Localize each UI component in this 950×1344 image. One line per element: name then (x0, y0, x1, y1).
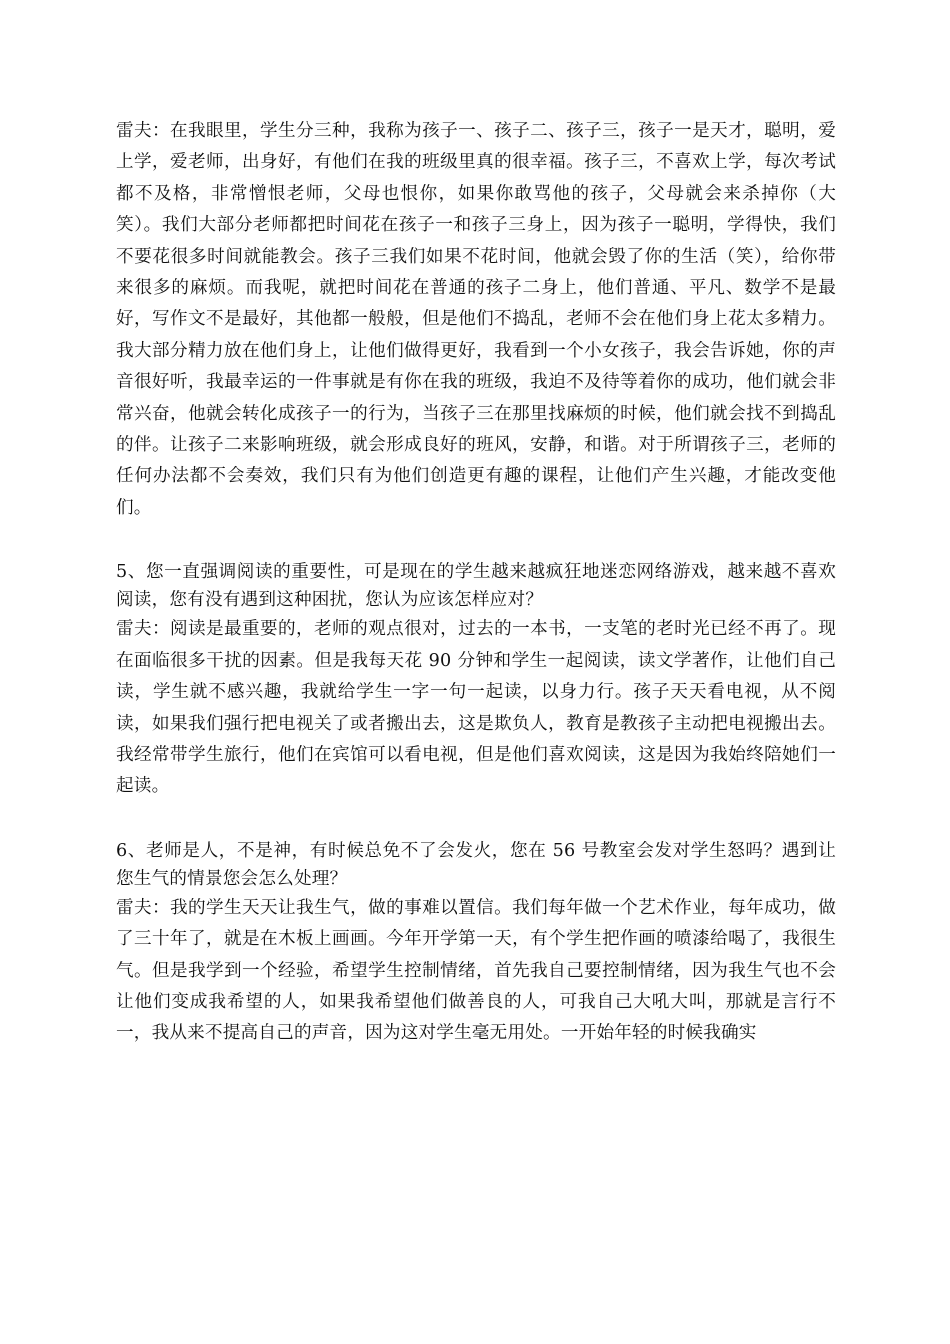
question-5: 5、您一直强调阅读的重要性，可是现在的学生越来越疯狂地迷恋网络游戏，越来越不喜欢阅读，您有没有遇到这种困扰，您认为应该怎样应对？ (116, 562, 836, 611)
document-page (116, 116, 836, 1050)
paragraph-gap (116, 524, 836, 558)
answer-paragraph-1: 雷夫：在我眼里，学生分三种，我称为孩子一、孩子二、孩子三，孩子一是天才，聪明，爱上学，爱老师，出身好，有他们在我的班级里真的很幸福。孩子三，不喜欢上学，每次考试都不及格，非常憎恨老师，父母也恨你，如果你敢骂他的孩子，父母就会来杀掉你（大笑）。我们大部分老师都把时间花在孩子一和孩子三身上，因为孩子一聪明，学得快，我们不要花很多时间就能教会。孩子三我们如果不花时间，他就会毁了你的生活（笑），给你带来很多的麻烦。而我呢，就把时间花在普通的孩子二身上，他们普通、平凡、数学不是最好，写作文不是最好，其他都一般般，但是他们不捣乱，老师不会在他们身上花太多精力。我大部分精力放在他们身上，让他们做得更好，我看到一个小女孩子，我会告诉她，你的声音很好听，我最幸运的一件事就是有你在我的班级，我迫不及待等着你的成功，他们就会非常兴奋，他就会转化成孩子一的行为，当孩子三在那里找麻烦的时候，他们就会找不到捣乱的伴。让孩子二来影响班级，就会形成良好的班风，安静，和谐。对于所谓孩子三，老师的任何办法都不会奏效，我们只有为他们创造更有趣的课程，让他们产生兴趣，才能改变他们。 (116, 121, 836, 518)
question-6: 6、老师是人，不是神，有时候总免不了会发火，您在 56 号教室会发对学生怒吗？遇到让您生气的情景您会怎么处理？ (116, 840, 836, 889)
answer-paragraph-5: 雷夫：阅读是最重要的，老师的观点很对，过去的一本书，一支笔的老时光已经不再了。现在面临很多干扰的因素。但是我每天花 90 分钟和学生一起阅读，读文学著作，让他们自己读，学生就不感兴趣，我就给学生一字一句一起读，以身力行。孩子天天看电视，从不阅读，如果我们强行把电视关了或者搬出去，这是欺负人，教育是教孩子主动把电视搬出去。我经常带学生旅行，他们在宾馆可以看电视，但是他们喜欢阅读，这是因为我始终陪她们一起读。 (116, 619, 836, 797)
answer-paragraph-6: 雷夫：我的学生天天让我生气，做的事难以置信。我们每年做一个艺术作业，每年成功，做了三十年了，就是在木板上画画。今年开学第一天，有个学生把作画的喷漆给喝了，我很生气。但是我学到一个经验，希望学生控制情绪，首先我自己要控制情绪，因为我生气也不会让他们变成我希望的人，如果我希望他们做善良的人，可我自己大吼大叫，那就是言行不一，我从来不提高自己的声音，因为这对学生毫无用处。一开始年轻的时候我确实 (116, 897, 836, 1044)
paragraph-gap (116, 803, 836, 837)
